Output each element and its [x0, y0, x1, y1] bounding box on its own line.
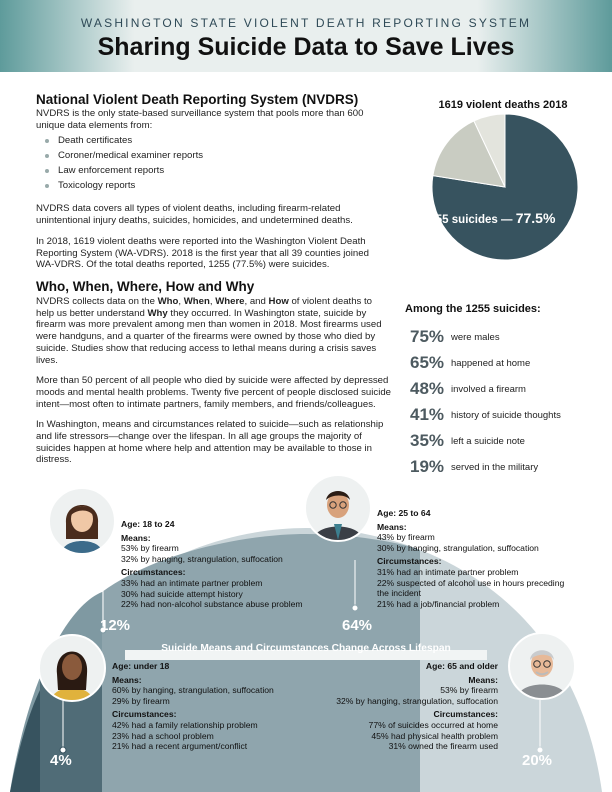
text-run: they occurred. In Washington state, suicide by firearm was more prevalent among men than women in 2018. Most firearms used were handguns, and a quarter of the firearms were owned by those who died by suicide. Studies show that reducing access to lethal means during a crisis saves lives. [36, 307, 382, 366]
text-run: , [178, 296, 184, 307]
stat-pct: 65% [410, 353, 445, 372]
age-group-25-64 [377, 508, 577, 609]
text-run: , and [244, 296, 269, 307]
stat-row [410, 327, 600, 349]
means-item: 30% by hanging, strangulation, suffocation [377, 542, 539, 553]
stat-text: left a suicide note [451, 436, 525, 447]
means-item: 32% by hanging, strangulation, suffocation [336, 695, 498, 706]
circumstance-item: 22% suspected of alcohol use in hours preceding the incident [377, 577, 565, 599]
text-run: , [209, 296, 216, 307]
girl-icon [40, 636, 104, 700]
stat-text: history of suicide thoughts [451, 410, 561, 421]
means-item: 53% by firearm [121, 543, 179, 554]
pie-label-text: 1255 suicides — [423, 214, 516, 226]
avatar-girl [38, 634, 106, 702]
means-heading: Means: [112, 674, 142, 685]
sources-list [36, 133, 386, 193]
nvdrs-heading: National Violent Death Reporting System (NVDRS) [36, 92, 359, 107]
lifespan-banner: Suicide Means and Circumstances Change Across Lifespan [161, 643, 451, 654]
www-para-3: In Washington, means and circumstances related to suicide—such as relationship and life stressors—change over the lifespan. In all age groups the majority of suicides happen at home where help and attention may be available to those in distress. [36, 419, 384, 466]
pct-25-64: 64% [342, 617, 373, 634]
www-section [36, 279, 391, 466]
age-label: Age: 25 to 64 [377, 508, 431, 518]
text-run: NVDRS collects data on the [36, 296, 158, 307]
stat-pct: 48% [410, 379, 445, 398]
young-woman-icon [50, 489, 114, 553]
avatar-young-woman [48, 487, 116, 555]
nvdrs-para-2: NVDRS data covers all types of violent deaths, including firearm-related unintentional injury deaths, suicides, homicides, and undetermined deaths. [36, 203, 353, 227]
list-item: Death certificates [58, 133, 386, 148]
age-label: Age: 65 and older [425, 661, 498, 671]
list-item: Law enforcement reports [58, 163, 386, 178]
means-heading: Means: [377, 521, 407, 532]
means-item: 29% by firearm [112, 695, 170, 706]
circumstances-heading: Circumstances: [377, 556, 442, 567]
among-heading: Among the 1255 suicides: [405, 303, 541, 315]
circumstance-item: 77% of suicides occurred at home [368, 719, 498, 730]
means-heading: Means: [468, 674, 498, 685]
circumstance-item: 21% had a job/financial problem [377, 598, 500, 609]
stat-text: involved a firearm [451, 384, 526, 395]
means-item: 53% by firearm [440, 685, 498, 696]
stat-row [410, 431, 600, 453]
pct-18-24: 12% [100, 617, 131, 634]
stat-text: served in the military [451, 462, 539, 473]
circumstance-item: 45% had physical health problem [371, 730, 498, 741]
list-item: Toxicology reports [58, 178, 386, 193]
stat-row [410, 353, 600, 375]
circumstances-heading: Circumstances: [121, 567, 186, 578]
circumstance-item: 30% had suicide attempt history [121, 588, 243, 599]
stat-row [410, 379, 600, 401]
list-item: Coroner/medical examiner reports [58, 148, 386, 163]
circumstance-item: 31% owned the firearm used [388, 741, 498, 752]
circumstance-item: 21% had a recent argument/conflict [112, 741, 248, 752]
stat-pct: 41% [410, 405, 445, 424]
avatar-older-man [508, 632, 576, 700]
means-item: 32% by hanging, strangulation, suffocation [121, 553, 283, 564]
www-para-2: More than 50 percent of all people who died by suicide were affected by depressed moods and mental health problems. Twenty five percent of people disclosed suicide intent—most often to intimate partners, family members, and friends/colleagues. [36, 375, 391, 410]
nvdrs-intro: NVDRS is the only state-based surveillance system that pools more than 600 unique data elements from: [36, 108, 364, 131]
circumstances-heading: Circumstances: [112, 709, 177, 720]
stat-text: happened at home [451, 358, 531, 369]
connector-dot [352, 605, 358, 611]
www-para-1 [36, 296, 391, 366]
page-header [0, 0, 612, 72]
circumstance-item: 33% had an intimate partner problem [121, 577, 263, 588]
means-item: 43% by firearm [377, 532, 435, 543]
text-run: When [183, 296, 210, 307]
means-heading: Means: [121, 532, 151, 543]
text-run: of violent deaths to help us better understand [36, 296, 372, 319]
age-group-65-plus [298, 661, 498, 752]
older-man-icon [510, 634, 574, 698]
nvdrs-section [36, 92, 386, 271]
pct-65-plus: 20% [522, 752, 553, 769]
stat-pct: 19% [410, 457, 445, 476]
header-kicker: WASHINGTON STATE VIOLENT DEATH REPORTING SYSTEM [80, 16, 532, 30]
text-run: Why [147, 307, 168, 319]
stat-row [410, 405, 600, 427]
arch-band-under18 [10, 690, 40, 792]
text-run: Where [215, 296, 245, 307]
stat-text: were males [451, 332, 500, 343]
violent-deaths-pie-chart [405, 112, 605, 262]
circumstance-item: 22% had non-alcohol substance abuse problem [121, 599, 303, 610]
stat-row [410, 457, 600, 479]
circumstance-item: 31% had an intimate partner problem [377, 566, 519, 577]
pie-label-value: 77.5% [515, 210, 556, 226]
text-run: Who [157, 296, 179, 307]
circumstance-item: 42% had a family relationship problem [112, 719, 258, 730]
age-label: Age: under 18 [112, 661, 170, 671]
circumstances-heading: Circumstances: [433, 709, 498, 720]
stat-pct: 35% [410, 431, 445, 450]
page-title: Sharing Suicide Data to Save Lives [97, 33, 515, 61]
pie-chart-title: 1619 violent deaths 2018 [438, 99, 568, 111]
nvdrs-para-3: In 2018, 1619 violent deaths were reported into the Washington Violent Death Reporting System (WA-VDRS). 2018 is the first year that all 39 counties joined WA-VDRS. Of the total deaths reported, 1255 (77.5%) were suicides. [36, 235, 369, 271]
text-run: How [268, 296, 289, 307]
age-group-under-18 [112, 661, 322, 752]
means-item: 60% by hanging, strangulation, suffocation [112, 685, 274, 696]
circumstance-item: 23% had a school problem [112, 730, 214, 741]
age-label: Age: 18 to 24 [121, 519, 175, 529]
age-group-18-24 [121, 519, 336, 610]
www-heading: Who, When, Where, How and Why [36, 279, 255, 294]
pct-under-18: 4% [50, 752, 72, 769]
stat-pct: 75% [410, 327, 445, 346]
